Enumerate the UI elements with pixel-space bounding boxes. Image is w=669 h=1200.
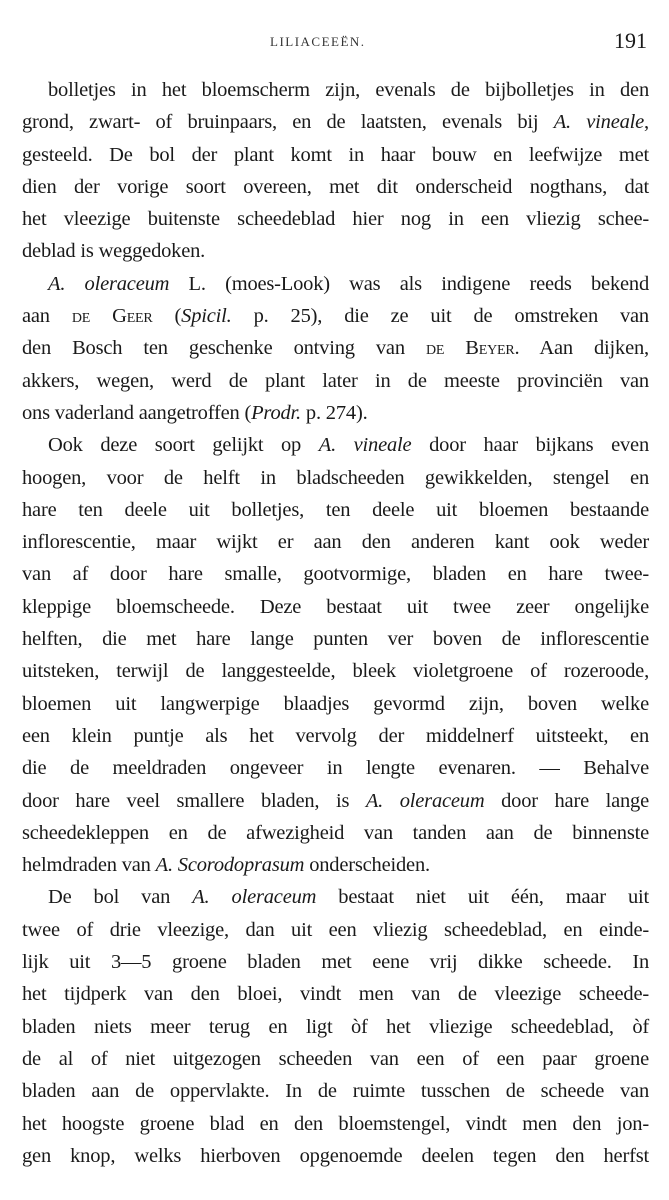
text-segment: De bol van: [48, 886, 193, 909]
text-line: [22, 591, 649, 623]
text-segment: het vleezige buitenste scheedeblad hier nog in een vliezig schee-: [22, 208, 649, 231]
text-line: [22, 1043, 649, 1075]
italic-text: Spicil.: [181, 305, 232, 328]
text-segment: . Aan dijken,: [514, 337, 649, 360]
italic-text: A. oleraceum: [365, 789, 485, 812]
text-line: [22, 494, 649, 526]
text-line: [22, 74, 649, 106]
text-segment: door haar bijkans even: [411, 434, 649, 457]
running-head: [0, 30, 669, 54]
page-number: 191: [614, 28, 647, 53]
body-text: [22, 74, 649, 1172]
running-head-title: LILIACEEËN.: [270, 34, 366, 49]
text-segment: helmdraden van: [22, 854, 156, 877]
italic-text: A. vineale: [318, 434, 412, 457]
text-segment: een klein puntje als het vervolg der middelnerf uitsteekt, en: [22, 724, 649, 747]
text-segment: aan: [22, 305, 72, 328]
italic-text: A. vineale: [553, 111, 645, 134]
text-segment: bestaat niet uit één, maar uit: [316, 886, 649, 909]
text-line: [22, 785, 649, 817]
text-segment: p. 25), die ze uit de omstreken van: [231, 305, 649, 328]
text-segment: grond, zwart- of bruinpaars, en de laatsten, evenals bij: [22, 111, 554, 134]
text-line: [22, 655, 649, 687]
text-segment: gen knop, welks hierboven opgenoemde deelen tegen den herfst: [22, 1144, 649, 1167]
text-segment: L. (moes-Look) was als indigene reeds bekend: [169, 272, 649, 295]
text-line: [22, 171, 649, 203]
text-segment: hare ten deele uit bolletjes, ten deele uit bloemen bestaande: [22, 498, 649, 521]
text-line: [22, 881, 649, 913]
text-line: [22, 429, 649, 461]
text-line: [22, 623, 649, 655]
text-line: [22, 332, 649, 364]
text-line: [22, 235, 649, 267]
text-segment: p. 274).: [300, 401, 368, 424]
text-line: [22, 268, 649, 300]
text-segment: ,: [644, 111, 649, 134]
text-line: [22, 817, 649, 849]
text-segment: ons vaderland aangetroffen (: [22, 401, 252, 424]
text-segment: onderscheiden.: [304, 854, 430, 877]
italic-text: Prodr.: [251, 401, 301, 424]
text-segment: bolletjes in het bloemscherm zijn, evenals de bijbolletjes in den: [48, 79, 649, 101]
text-line: [22, 139, 649, 171]
text-segment: den Bosch ten geschenke ontving van: [22, 337, 426, 360]
text-segment: bladen aan de oppervlakte. In de ruimte tusschen de scheede van: [22, 1080, 649, 1103]
small-caps-name: de Geer: [71, 305, 153, 328]
text-line: [22, 1075, 649, 1107]
text-segment: de al of niet uitgezogen scheeden van een of een paar groene: [22, 1047, 649, 1070]
text-segment: (: [152, 305, 182, 328]
text-segment: Ook deze soort gelijkt op: [48, 434, 319, 457]
italic-text: A. Scorodoprasum: [155, 854, 305, 877]
small-caps-name: de Beyer: [425, 337, 515, 360]
text-segment: akkers, wegen, werd de plant later in de meeste provinciën van: [22, 369, 649, 392]
text-segment: uitsteken, terwijl de langgesteelde, bleek violetgroene of rozeroode,: [22, 660, 649, 683]
text-line: [22, 365, 649, 397]
text-line: [22, 946, 649, 978]
text-line: [22, 752, 649, 784]
text-segment: kleppige bloemscheede. Deze bestaat uit twee zeer ongelijke: [22, 595, 649, 618]
text-line: [22, 203, 649, 235]
text-segment: twee of drie vleezige, dan uit een vliezig scheedeblad, en einde-: [22, 918, 649, 941]
text-line: [22, 849, 649, 881]
text-line: [22, 1140, 649, 1172]
text-line: [22, 914, 649, 946]
text-segment: gesteeld. De bol der plant komt in haar bouw en leefwijze met: [22, 143, 649, 166]
italic-text: A. oleraceum: [192, 886, 317, 909]
text-segment: helften, die met hare lange punten ver boven de inflorescentie: [22, 628, 649, 651]
text-line: [22, 526, 649, 558]
text-line: [22, 978, 649, 1010]
text-segment: dien der vorige soort overeen, met dit onderscheid nogthans, dat: [22, 175, 649, 198]
text-segment: lijk uit 3—5 groene bladen met eene vrij dikke scheede. In: [22, 951, 649, 974]
text-segment: bloemen uit langwerpige blaadjes gevormd zijn, boven welke: [22, 692, 649, 715]
text-line: [22, 300, 649, 332]
text-line: [22, 106, 649, 138]
text-segment: het tijdperk van den bloei, vindt men van de vleezige scheede-: [22, 983, 649, 1006]
text-segment: deblad is weggedoken.: [22, 240, 206, 263]
text-segment: scheedekleppen en de afwezigheid van tanden aan de binnenste: [22, 821, 649, 844]
text-line: [22, 462, 649, 494]
text-line: [22, 688, 649, 720]
text-line: [22, 397, 649, 429]
text-line: [22, 720, 649, 752]
italic-text: A. oleraceum: [48, 272, 170, 295]
text-line: [22, 558, 649, 590]
text-segment: inflorescentie, maar wijkt er aan den anderen kant ook weder: [22, 531, 649, 554]
text-segment: die de meeldraden ongeveer in lengte evenaren. — Behalve: [22, 757, 649, 780]
text-segment: hoogen, voor de helft in bladscheeden gewikkelden, stengel en: [22, 466, 649, 489]
text-segment: door hare veel smallere bladen, is: [22, 789, 366, 812]
text-segment: bladen niets meer terug en ligt òf het vliezige scheedeblad, òf: [22, 1015, 649, 1038]
text-segment: van af door hare smalle, gootvormige, bladen en hare twee-: [22, 563, 649, 586]
text-line: [22, 1011, 649, 1043]
text-line: [22, 1108, 649, 1140]
text-segment: het hoogste groene blad en den bloemstengel, vindt men den jon-: [22, 1112, 649, 1135]
text-segment: door hare lange: [484, 789, 650, 812]
